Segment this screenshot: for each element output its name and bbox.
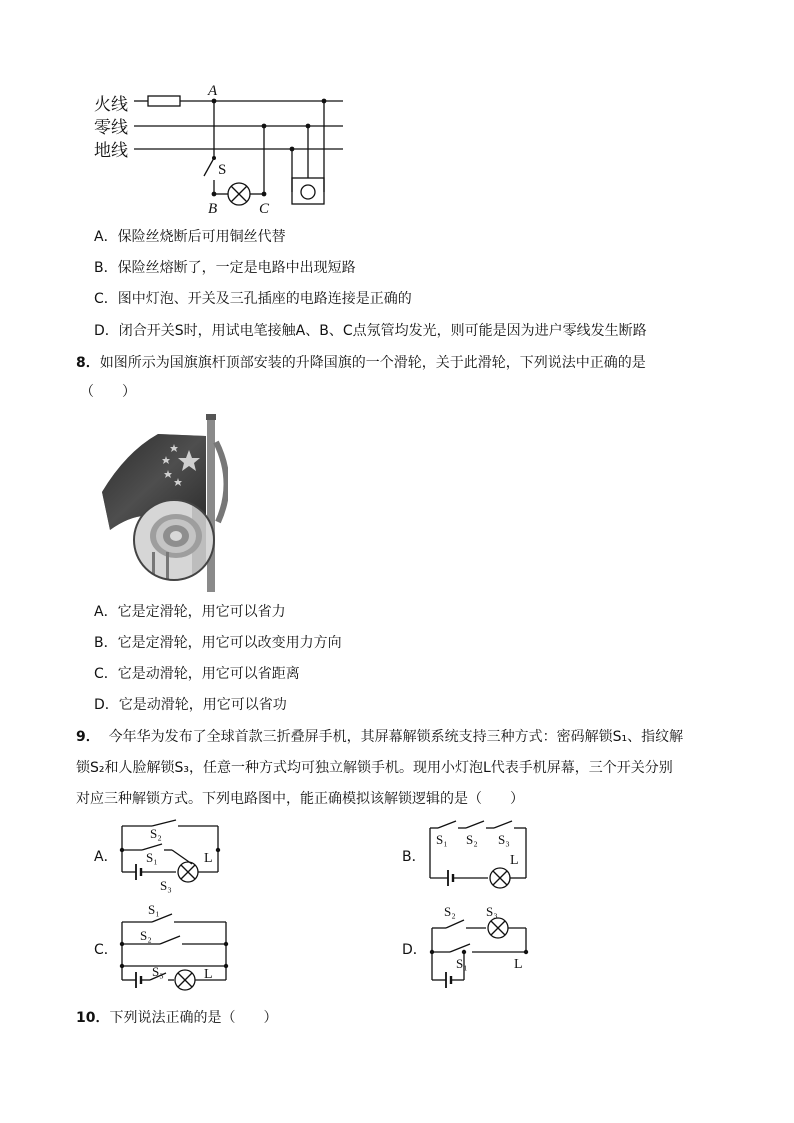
q8-stem-text: 如图所示为国旗旗杆顶部安装的升降国旗的一个滑轮，关于此滑轮，下列说法中正确的是	[99, 355, 646, 371]
q7-option-c: C．图中灯泡、开关及三孔插座的电路连接是正确的	[94, 291, 412, 307]
q9d-s3-label: S₃	[486, 904, 498, 919]
q9-choice-d-label: D．	[402, 942, 427, 958]
q9-number: 9．	[76, 729, 100, 745]
q8-option-a: A．它是定滑轮，用它可以省力	[94, 604, 286, 620]
q9-choice-b-label: B．	[402, 849, 426, 865]
q9-circuit-c	[112, 900, 242, 996]
q9b-s2-label: S₂	[466, 832, 478, 847]
q9-stem-line-3: 对应三种解锁方式。下列电路图中，能正确模拟该解锁逻辑的是（ ）	[76, 791, 524, 807]
q9-circuit-b	[420, 818, 540, 890]
q7-option-d: D．闭合开关S时，用试电笔接触A、B、C点氖管均发光，则可能是因为进户零线发生断路	[94, 323, 647, 339]
q9-circuit-d	[420, 900, 540, 996]
switch-s-label: S	[218, 162, 227, 178]
live-wire-label: 火线	[94, 95, 128, 114]
q7-option-a: A．保险丝烧断后可用铜丝代替	[94, 229, 286, 245]
q9c-s3-label: S₃	[152, 964, 164, 979]
q10-number: 10．	[76, 1010, 110, 1026]
q9a-s1-label: S₁	[146, 850, 158, 865]
q9d-s2-label: S₂	[444, 904, 456, 919]
ground-wire-label: 地线	[94, 141, 128, 160]
q9-stem-line-2: 锁S₂和人脸解锁S₃，任意一种方式均可独立解锁手机。现用小灯泡L代表手机屏幕，三个开关分别	[76, 760, 673, 776]
q9-circuit-a	[112, 818, 232, 896]
point-b-label: B	[208, 201, 218, 217]
q9b-lamp-label: L	[510, 853, 519, 868]
q8-option-d: D．它是动滑轮，用它可以省功	[94, 697, 287, 713]
q8-option-c: C．它是动滑轮，用它可以省距离	[94, 666, 300, 682]
q9d-lamp-label: L	[514, 957, 523, 972]
q8-number: 8．	[76, 355, 100, 371]
q9c-s1-label: S₁	[148, 902, 160, 917]
q9-line-1-text: 今年华为发布了全球首款三折叠屏手机，其屏幕解锁系统支持三种方式：密码解锁S₁、指纹解	[108, 729, 684, 745]
q10-stem-text: 下列说法正确的是（ ）	[109, 1010, 278, 1026]
switch-s-icon	[204, 158, 214, 176]
q8-answer-blank: （ ）	[80, 384, 136, 400]
q8-option-b: B．它是定滑轮，用它可以改变用力方向	[94, 635, 342, 651]
flagpole-pulley-photo	[96, 412, 228, 592]
q9c-lamp-label: L	[204, 967, 213, 982]
q9b-s3-label: S₃	[498, 832, 510, 847]
socket-icon	[292, 178, 324, 204]
q9-stem-line-1	[76, 728, 683, 746]
q10-stem	[76, 1009, 277, 1027]
point-a-label: A	[208, 83, 218, 99]
q8-stem	[76, 354, 646, 372]
q9a-s2-label: S₂	[150, 826, 162, 841]
q9-choice-c-label: C．	[94, 942, 118, 958]
q7-option-b: B．保险丝熔断了，一定是电路中出现短路	[94, 260, 356, 276]
q9d-s1-label: S₁	[456, 956, 468, 971]
neutral-wire-label: 零线	[94, 118, 128, 137]
point-c-label: C	[259, 201, 270, 217]
q9a-lamp-label: L	[204, 851, 213, 866]
q9a-s3-label: S₃	[160, 878, 172, 893]
fuse-icon	[148, 96, 180, 106]
q9b-s1-label: S₁	[436, 832, 448, 847]
q9-choice-a-label: A．	[94, 849, 118, 865]
household-circuit-diagram	[90, 80, 360, 220]
q9c-s2-label: S₂	[140, 928, 152, 943]
